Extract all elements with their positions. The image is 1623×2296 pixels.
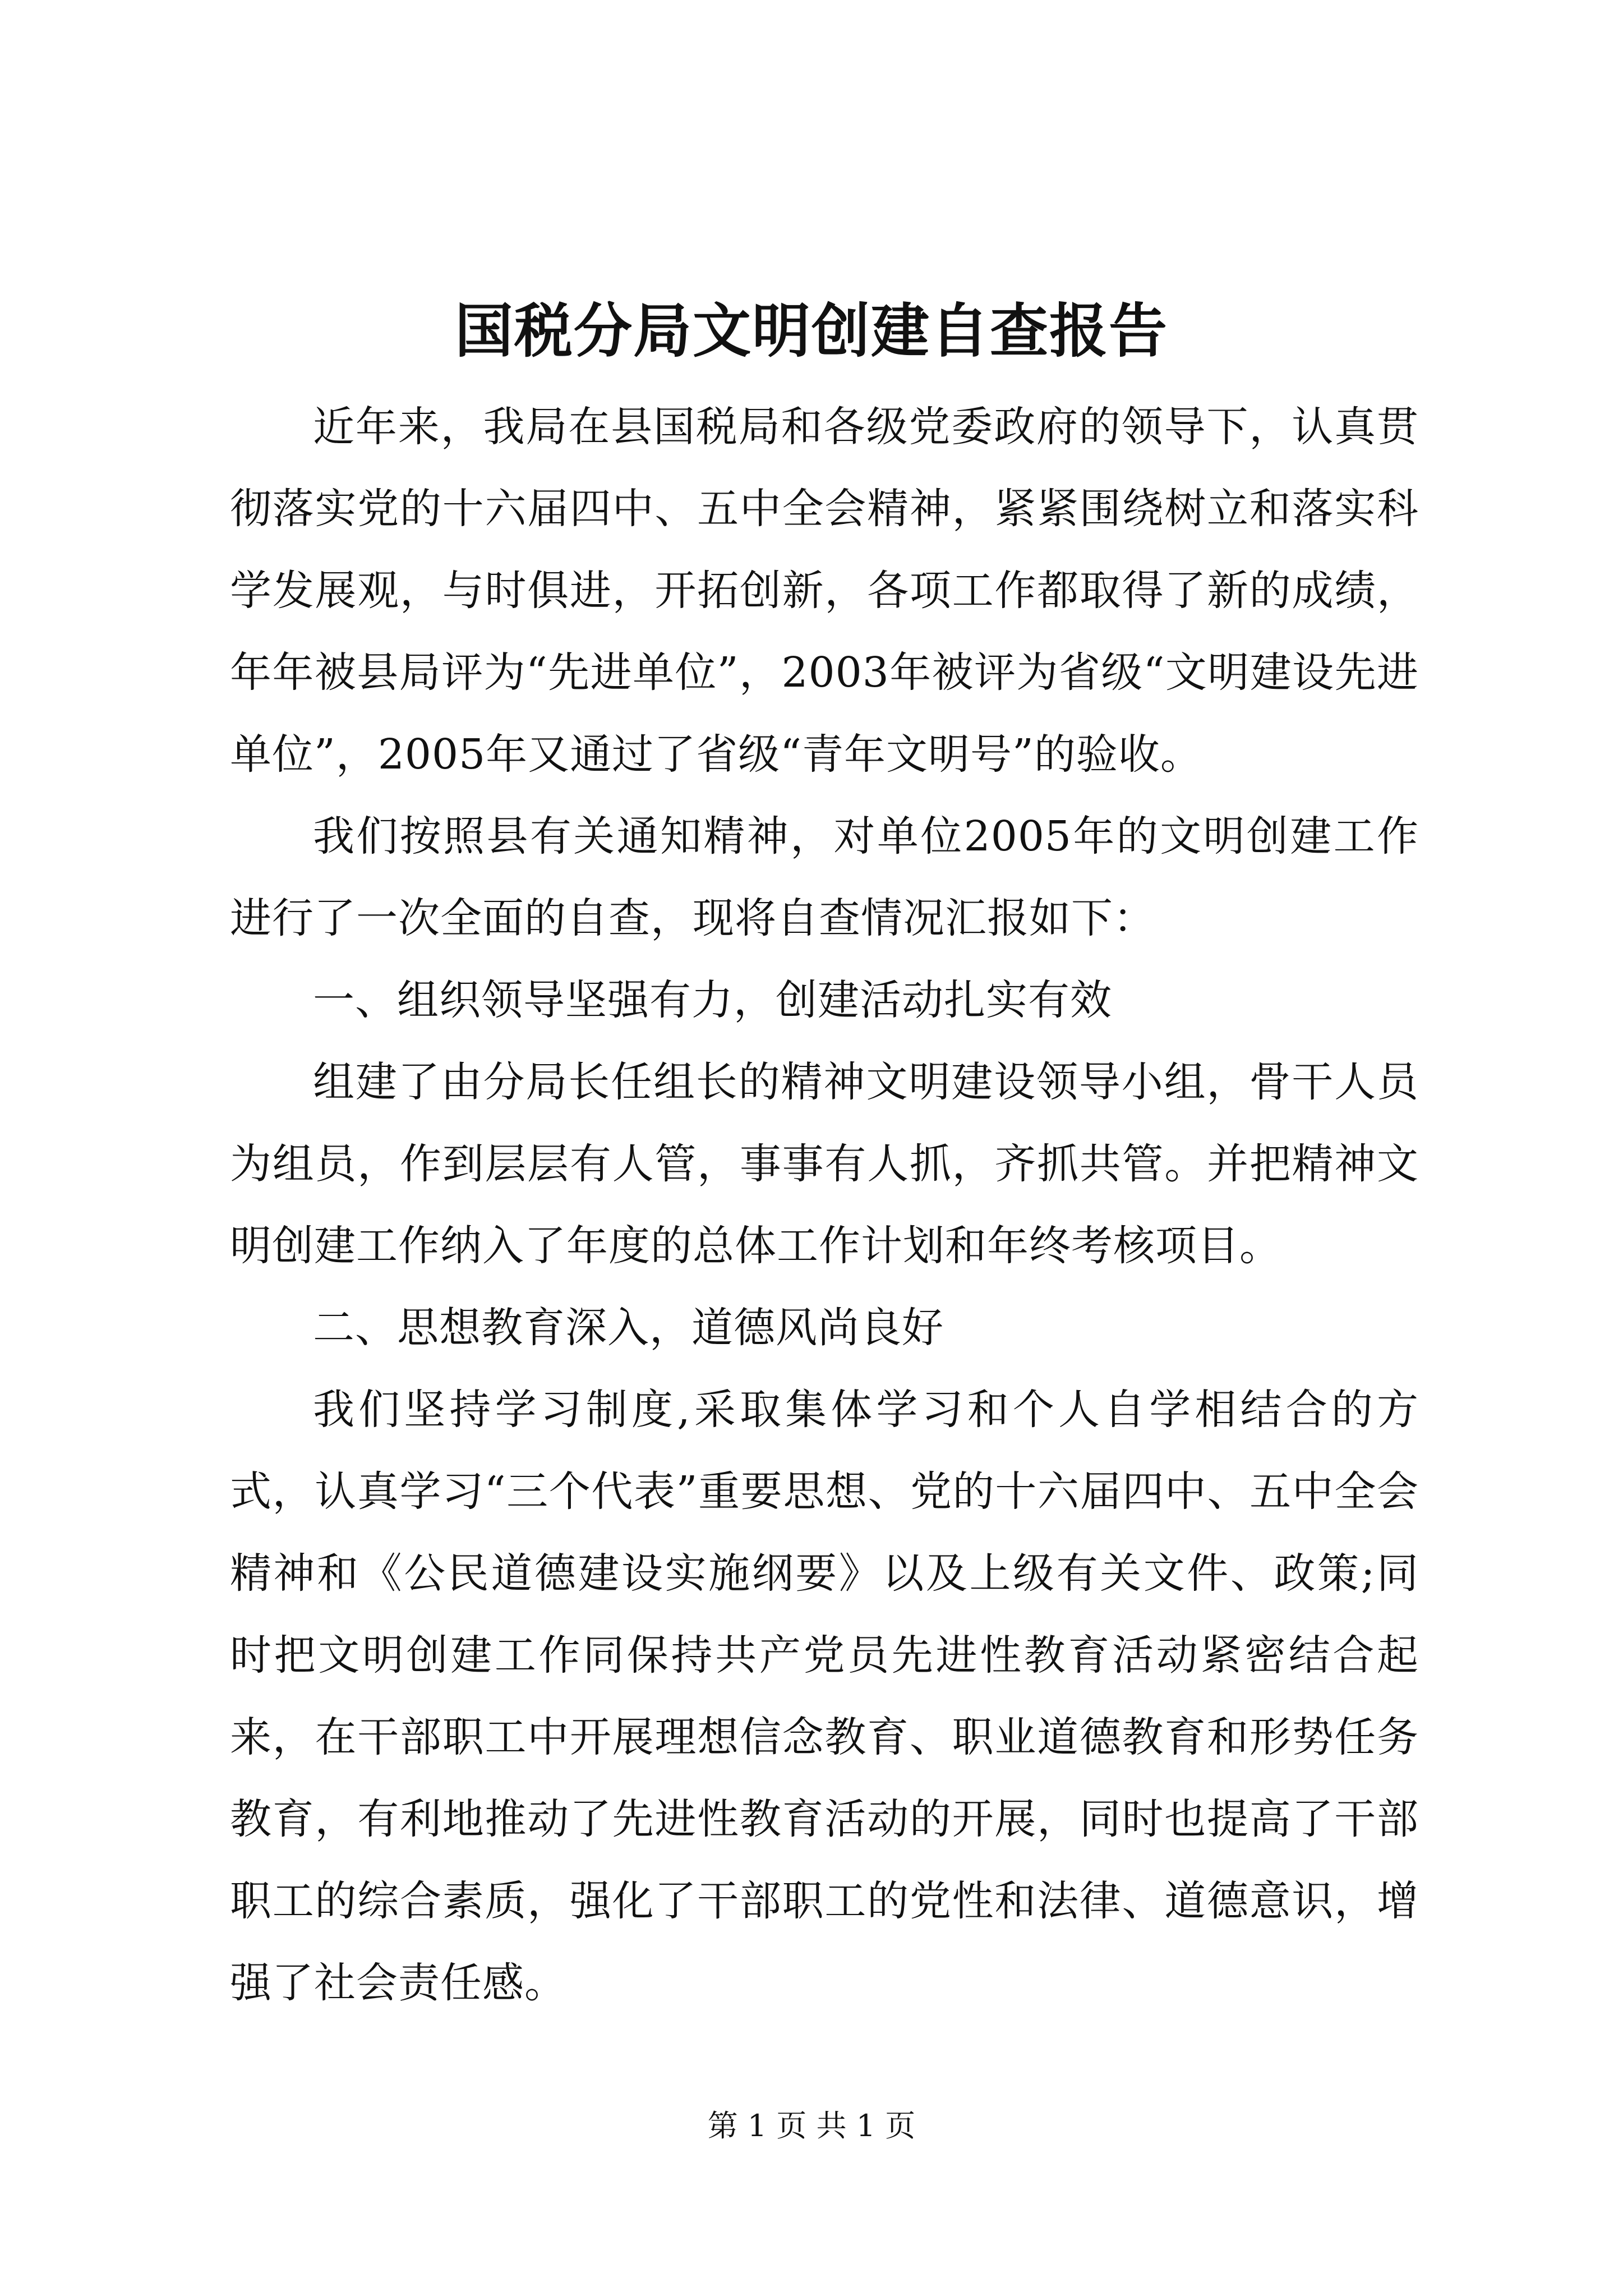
document-body xyxy=(230,386,1419,2024)
page-number-label: 第 1 页 共 1 页 xyxy=(707,2108,916,2143)
section-heading-2: 二、思想教育深入，道德风尚良好 xyxy=(313,1304,944,1352)
page-footer xyxy=(0,2106,1623,2146)
paragraph-intro: 近年来，我局在县国税局和各级党委政府的领导下，认真贯彻落实党的十六届四中、五中全会精神，紧紧围绕树立和落实科学发展观，与时俱进，开拓创新，各项工作都取得了新的成绩，年年被县局评为“先进单位”，2003年被评为省级“文明建设先进单位”，2005年又通过了省级“青年文明号”的验收。 xyxy=(230,403,1419,779)
document-title: 国税分局文明创建自查报告 xyxy=(454,296,1168,365)
paragraph-education: 我们坚持学习制度,采取集体学习和个人自学相结合的方式，认真学习“三个代表”重要思想、党的十六届四中、五中全会精神和《公民道德建设实施纲要》以及上级有关文件、政策;同时把文明创建工作同保持共产党员先进性教育活动紧密结合起来，在干部职工中开展理想信念教育、职业道德教育和形势任务教育，有利地推动了先进性教育活动的开展，同时也提高了干部职工的综合素质，强化了干部职工的党性和法律、道德意识，增强了社会责任感。 xyxy=(230,1386,1419,2007)
paragraph-self-check: 我们按照县有关通知精神，对单位2005年的文明创建工作进行了一次全面的自查，现将自查情况汇报如下： xyxy=(230,812,1419,942)
paragraph-organization: 组建了由分局长任组长的精神文明建设领导小组，骨干人员为组员，作到层层有人管，事事有人抓，齐抓共管。并把精神文明创建工作纳入了年度的总体工作计划和年终考核项目。 xyxy=(230,1058,1419,1270)
section-heading-1: 一、组织领导坚强有力，创建活动扎实有效 xyxy=(313,976,1112,1024)
